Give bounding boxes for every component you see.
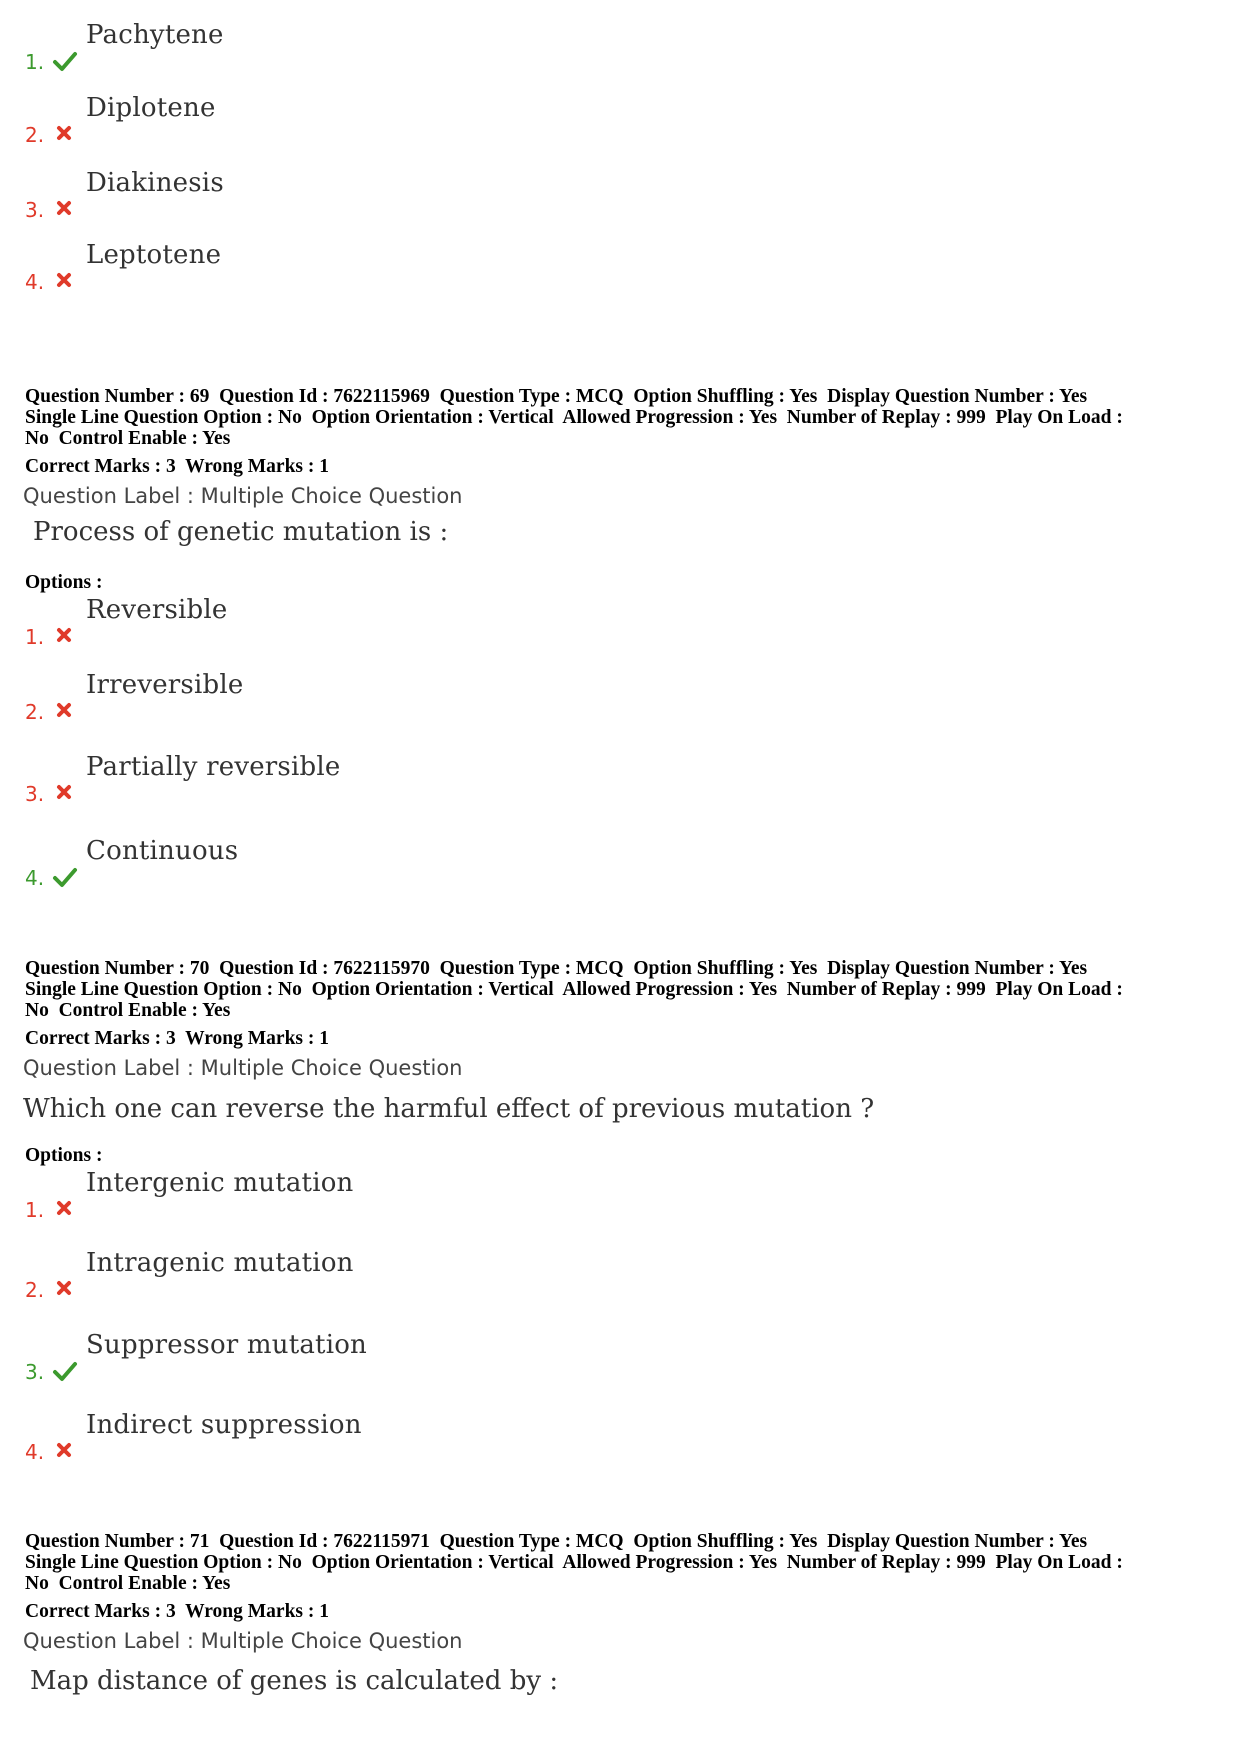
- options-heading: Options :: [25, 1145, 103, 1166]
- question-text: Map distance of genes is calculated by :: [30, 1666, 559, 1696]
- option-number: 3.: [25, 782, 45, 806]
- cross-icon: [52, 1198, 78, 1220]
- check-icon: [52, 50, 78, 72]
- option-item: [0, 1168, 700, 1228]
- option-text: Continuous: [86, 836, 239, 866]
- option-number: 4.: [25, 270, 45, 294]
- option-item: [0, 168, 700, 228]
- question-meta-line: Question Number : 69 Question Id : 7622115969 Question Type : MCQ Option Shuffling : Yes Display Question Number : Yes: [25, 386, 1088, 407]
- question-marks: Correct Marks : 3 Wrong Marks : 1: [25, 456, 330, 477]
- option-number: 2.: [25, 700, 45, 724]
- option-number: 1.: [25, 50, 45, 74]
- option-number: 2.: [25, 123, 45, 147]
- option-item: [0, 670, 700, 730]
- option-text: Indirect suppression: [86, 1410, 362, 1440]
- option-text: Intergenic mutation: [86, 1168, 354, 1198]
- cross-icon: [52, 1440, 78, 1462]
- check-icon: [52, 866, 78, 888]
- question-meta-line: Question Number : 71 Question Id : 7622115971 Question Type : MCQ Option Shuffling : Yes Display Question Number : Yes: [25, 1531, 1088, 1552]
- cross-icon: [52, 198, 78, 220]
- option-number: 4.: [25, 1440, 45, 1464]
- question-text: Process of genetic mutation is :: [33, 517, 449, 547]
- question-label: Question Label : Multiple Choice Question: [23, 484, 463, 508]
- option-text: Intragenic mutation: [86, 1248, 354, 1278]
- cross-icon: [52, 270, 78, 292]
- question-meta-line: Single Line Question Option : No Option Orientation : Vertical Allowed Progression : Yes Number of Replay : 999 Play On Load :: [25, 1552, 1123, 1573]
- question-label: Question Label : Multiple Choice Question: [23, 1629, 463, 1653]
- option-text: Leptotene: [86, 240, 222, 270]
- question-meta-line: Single Line Question Option : No Option Orientation : Vertical Allowed Progression : Yes Number of Replay : 999 Play On Load :: [25, 979, 1123, 1000]
- option-number: 1.: [25, 1198, 45, 1222]
- option-number: 3.: [25, 1360, 45, 1384]
- question-label: Question Label : Multiple Choice Question: [23, 1056, 463, 1080]
- question-meta-line: Single Line Question Option : No Option Orientation : Vertical Allowed Progression : Yes Number of Replay : 999 Play On Load :: [25, 407, 1123, 428]
- option-text: Reversible: [86, 595, 228, 625]
- option-text: Partially reversible: [86, 752, 341, 782]
- cross-icon: [52, 1278, 78, 1300]
- question-meta: [25, 386, 1220, 449]
- option-number: 3.: [25, 198, 45, 222]
- cross-icon: [52, 625, 78, 647]
- option-item: [0, 1330, 700, 1390]
- option-number: 2.: [25, 1278, 45, 1302]
- option-item: [0, 836, 700, 896]
- question-meta-line: Question Number : 70 Question Id : 7622115970 Question Type : MCQ Option Shuffling : Yes Display Question Number : Yes: [25, 958, 1088, 979]
- option-item: [0, 1248, 700, 1308]
- question-meta-line: No Control Enable : Yes: [25, 1573, 231, 1594]
- option-text: Diplotene: [86, 93, 216, 123]
- cross-icon: [52, 700, 78, 722]
- question-text: Which one can reverse the harmful effect of previous mutation ?: [23, 1094, 875, 1124]
- question-meta: [25, 1531, 1220, 1594]
- question-marks: Correct Marks : 3 Wrong Marks : 1: [25, 1601, 330, 1622]
- option-item: [0, 240, 700, 300]
- question-marks: Correct Marks : 3 Wrong Marks : 1: [25, 1028, 330, 1049]
- option-item: [0, 20, 700, 80]
- option-item: [0, 595, 700, 655]
- option-text: Suppressor mutation: [86, 1330, 368, 1360]
- options-heading: Options :: [25, 572, 103, 593]
- question-meta: [25, 958, 1220, 1021]
- option-text: Diakinesis: [86, 168, 224, 198]
- question-meta-line: No Control Enable : Yes: [25, 428, 231, 449]
- option-item: [0, 93, 700, 153]
- option-item: [0, 752, 700, 812]
- option-text: Pachytene: [86, 20, 224, 50]
- option-number: 4.: [25, 866, 45, 890]
- check-icon: [52, 1360, 78, 1382]
- cross-icon: [52, 123, 78, 145]
- cross-icon: [52, 782, 78, 804]
- question-meta-line: No Control Enable : Yes: [25, 1000, 231, 1021]
- option-text: Irreversible: [86, 670, 244, 700]
- option-number: 1.: [25, 625, 45, 649]
- option-item: [0, 1410, 700, 1470]
